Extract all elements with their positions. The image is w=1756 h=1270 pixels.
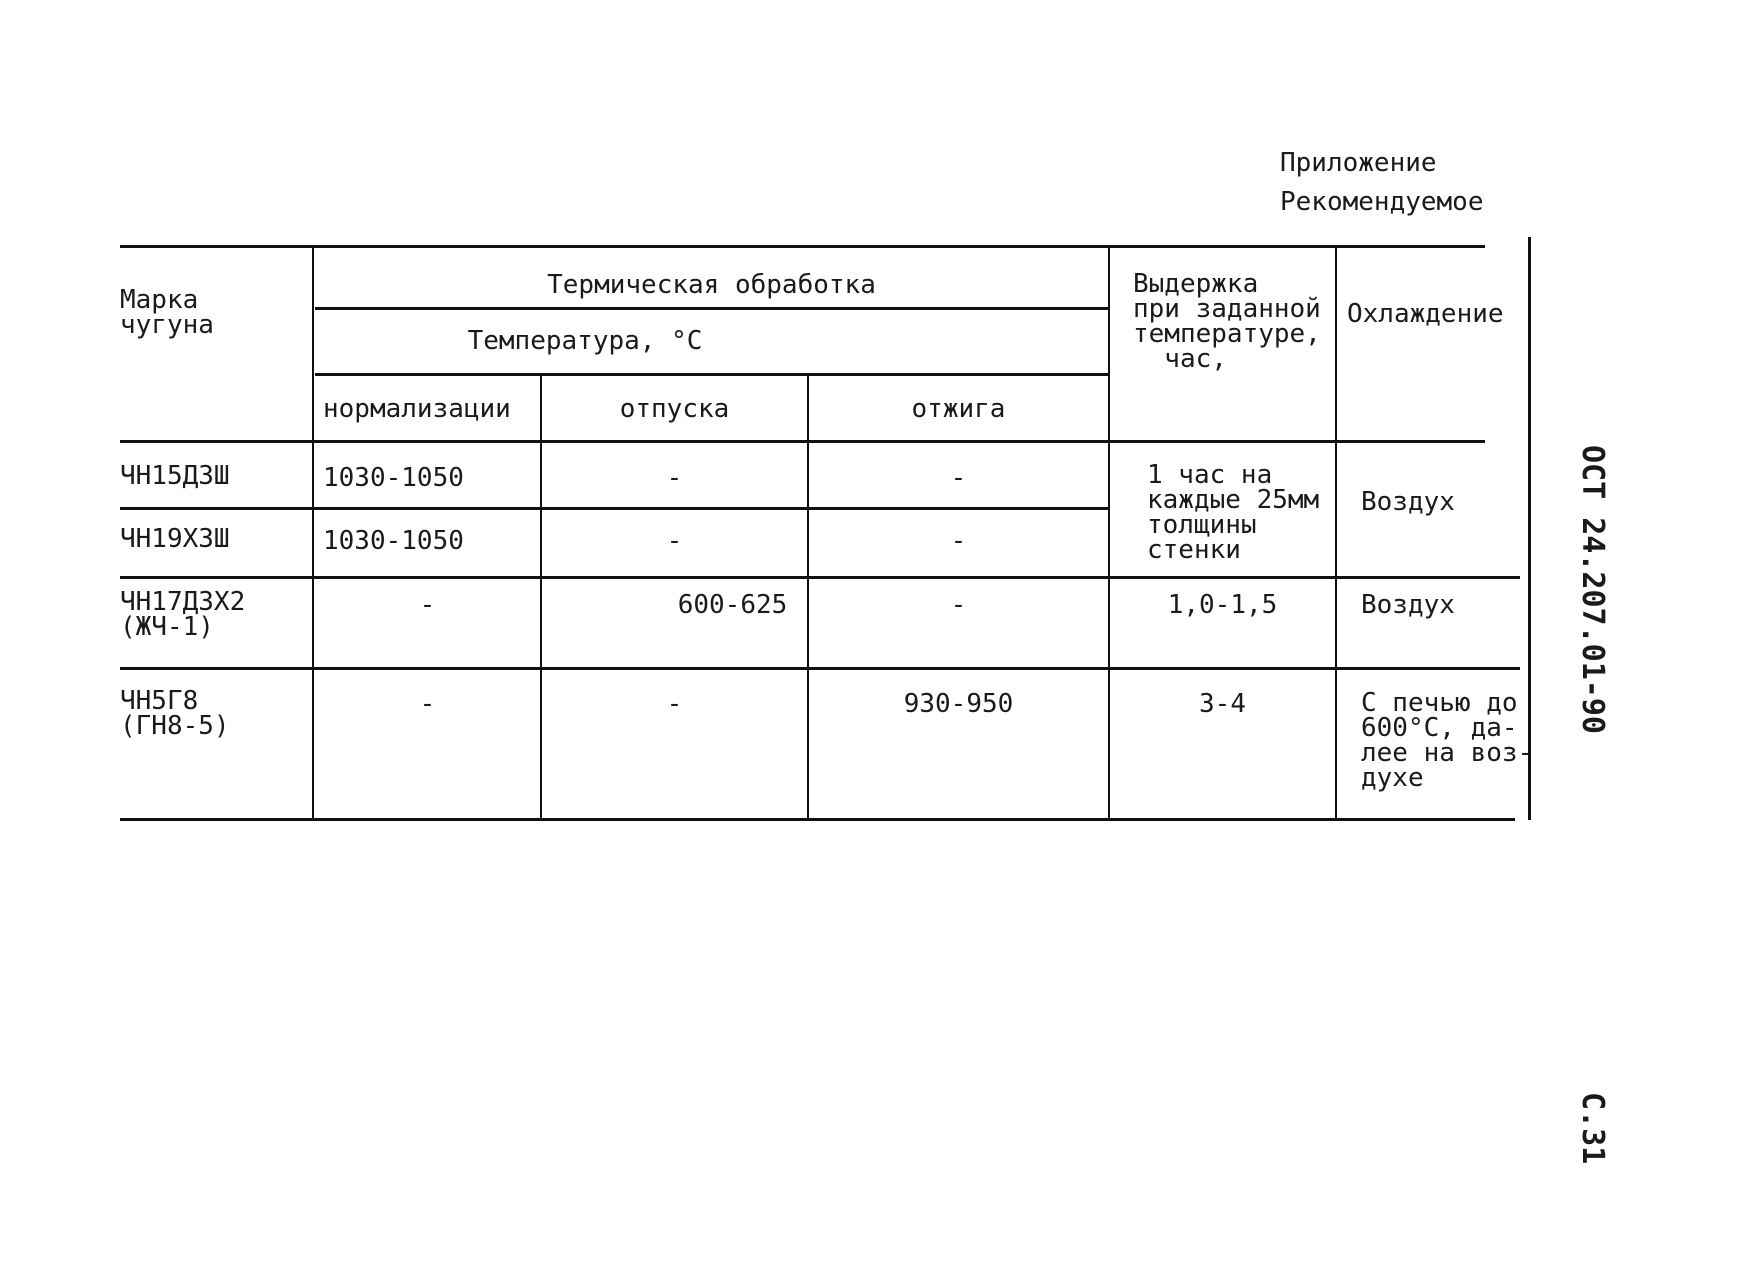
appendix-title: Приложение xyxy=(1280,148,1437,178)
row1-tempering: - xyxy=(666,463,683,493)
table-bottom-rule xyxy=(120,818,1515,821)
row3-annealing: - xyxy=(950,590,967,620)
merged-holding-cell: 1 час на каждые 25мм толщины стенки xyxy=(1147,460,1320,565)
row2-annealing: - xyxy=(950,526,967,556)
row3-holding: 1,0-1,5 xyxy=(1167,590,1278,620)
row1-bottom-rule xyxy=(120,507,1110,510)
row1-normalization: 1030-1050 xyxy=(323,463,464,493)
row1-grade: ЧН15Д3Ш xyxy=(120,461,230,491)
rule-under-heat-treatment xyxy=(315,307,1110,310)
header-normalization: нормализации xyxy=(323,394,511,424)
document-number: ОСТ 24.207.01-90 xyxy=(1575,445,1610,734)
row4-annealing: 930-950 xyxy=(903,689,1014,719)
header-cooling: Охлаждение xyxy=(1347,299,1504,329)
row1-annealing: - xyxy=(950,463,967,493)
col-normalization-divider xyxy=(540,373,542,820)
row2-tempering: - xyxy=(666,526,683,556)
row3-cooling: Воздух xyxy=(1361,590,1455,620)
row2-grade: ЧН19Х3Ш xyxy=(120,524,230,554)
row4-tempering: - xyxy=(666,689,683,719)
page-number: С.31 xyxy=(1575,1092,1610,1165)
header-tempering: отпуска xyxy=(619,394,730,424)
col-grade-divider xyxy=(312,245,314,820)
header-heat-treatment: Термическая обработка xyxy=(547,270,876,300)
row4-normalization: - xyxy=(419,689,436,719)
row4-grade: ЧН5Г8 (ГН8-5) xyxy=(120,686,230,741)
header-bottom-rule xyxy=(120,440,1485,443)
row2-normalization: 1030-1050 xyxy=(323,526,464,556)
rule-under-temperature xyxy=(315,373,1110,376)
col-annealing-divider xyxy=(1108,245,1110,820)
header-grade: Марка чугуна xyxy=(120,285,214,340)
header-holding: Выдержка при заданной температуре, час, xyxy=(1133,269,1321,374)
appendix-label xyxy=(1280,144,1484,222)
header-temperature: Температура, °С xyxy=(467,326,703,356)
header-annealing: отжига xyxy=(911,394,1006,424)
appendix-status: Рекомендуемое xyxy=(1280,187,1484,217)
row4-cooling: С печью до 600°С, да- лее на воз- духе xyxy=(1361,688,1534,793)
table-top-rule xyxy=(120,245,1485,248)
row2-bottom-rule xyxy=(120,576,1520,579)
row4-holding: 3-4 xyxy=(1199,689,1246,719)
row3-tempering: 600-625 xyxy=(677,590,788,620)
row3-grade: ЧН17Д3Х2 (ЖЧ-1) xyxy=(120,587,246,642)
row3-normalization: - xyxy=(419,590,436,620)
row3-bottom-rule xyxy=(120,667,1520,670)
merged-cooling-cell: Воздух xyxy=(1361,487,1455,517)
col-holding-divider xyxy=(1335,245,1337,820)
heat-treatment-table xyxy=(120,245,1534,820)
